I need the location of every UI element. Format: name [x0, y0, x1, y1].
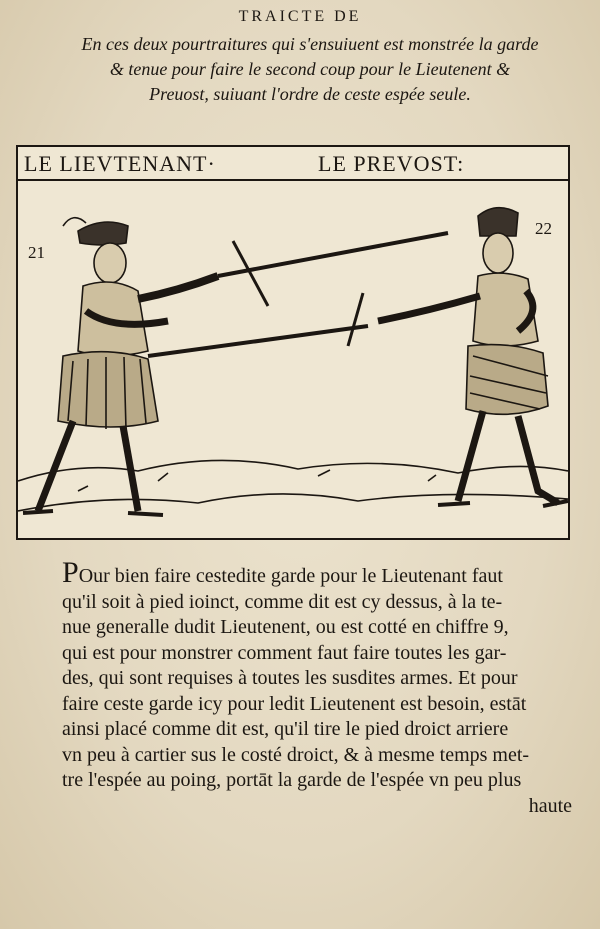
- running-head: TRAICTE DE: [238, 8, 362, 25]
- text-line: qui est pour monstrer comment faut faire toutes les gar-: [62, 641, 507, 664]
- body-paragraph: [62, 556, 572, 819]
- text-line: haute: [528, 794, 572, 817]
- text-line: ainsi placé comme dit est, qu'il tire le pied droict arriere: [62, 718, 509, 740]
- caption-line: & tenue pour faire le second coup pour le Lieutenent &: [109, 59, 511, 79]
- text-line: tre l'espée au poing, portāt la garde de l'espée vn peu plus: [62, 769, 522, 791]
- text-line: faire ceste garde icy pour ledit Lieutenent est besoin, estāt: [62, 692, 527, 715]
- ground-mound: [18, 460, 568, 481]
- prevost-figure: [378, 208, 568, 506]
- lieutenant-figure: [23, 218, 218, 515]
- text-line: des, qui sont requises à toutes les susdites armes. Et pour: [62, 667, 518, 689]
- figure-number-right: 22: [535, 219, 552, 238]
- ground-mound: [18, 494, 568, 511]
- figure-number-left: 21: [28, 243, 45, 262]
- drop-cap: P: [62, 556, 79, 589]
- sword-lieutenant: [218, 233, 448, 306]
- lieutenant-label: LE LIEVTENANT·: [24, 151, 216, 176]
- text-line-rest: Our bien faire cestedite garde pour le Lieutenant faut: [78, 565, 503, 587]
- prevost-label: LE PREVOST:: [318, 151, 465, 176]
- fencing-scene: [18, 181, 568, 538]
- text-line: vn peu à cartier sus le costé droict, & à mesme temps met-: [62, 743, 530, 766]
- sword-prevost: [148, 293, 368, 356]
- illustration-caption: [60, 32, 560, 107]
- woodcut-header: [18, 147, 568, 181]
- text-line: qu'il soit à pied ioinct, comme dit est cy dessus, à la te-: [62, 590, 503, 613]
- caption-line: En ces deux pourtraitures qui s'ensuiuent est monstrée la garde: [81, 34, 539, 54]
- caption-line: Preuost, suiuant l'ordre de ceste espée seule.: [149, 84, 471, 104]
- text-line: nue generalle dudit Lieutenent, ou est cotté en chiffre 9,: [62, 616, 509, 638]
- text-line: [62, 556, 572, 590]
- woodcut-illustration: [16, 145, 570, 540]
